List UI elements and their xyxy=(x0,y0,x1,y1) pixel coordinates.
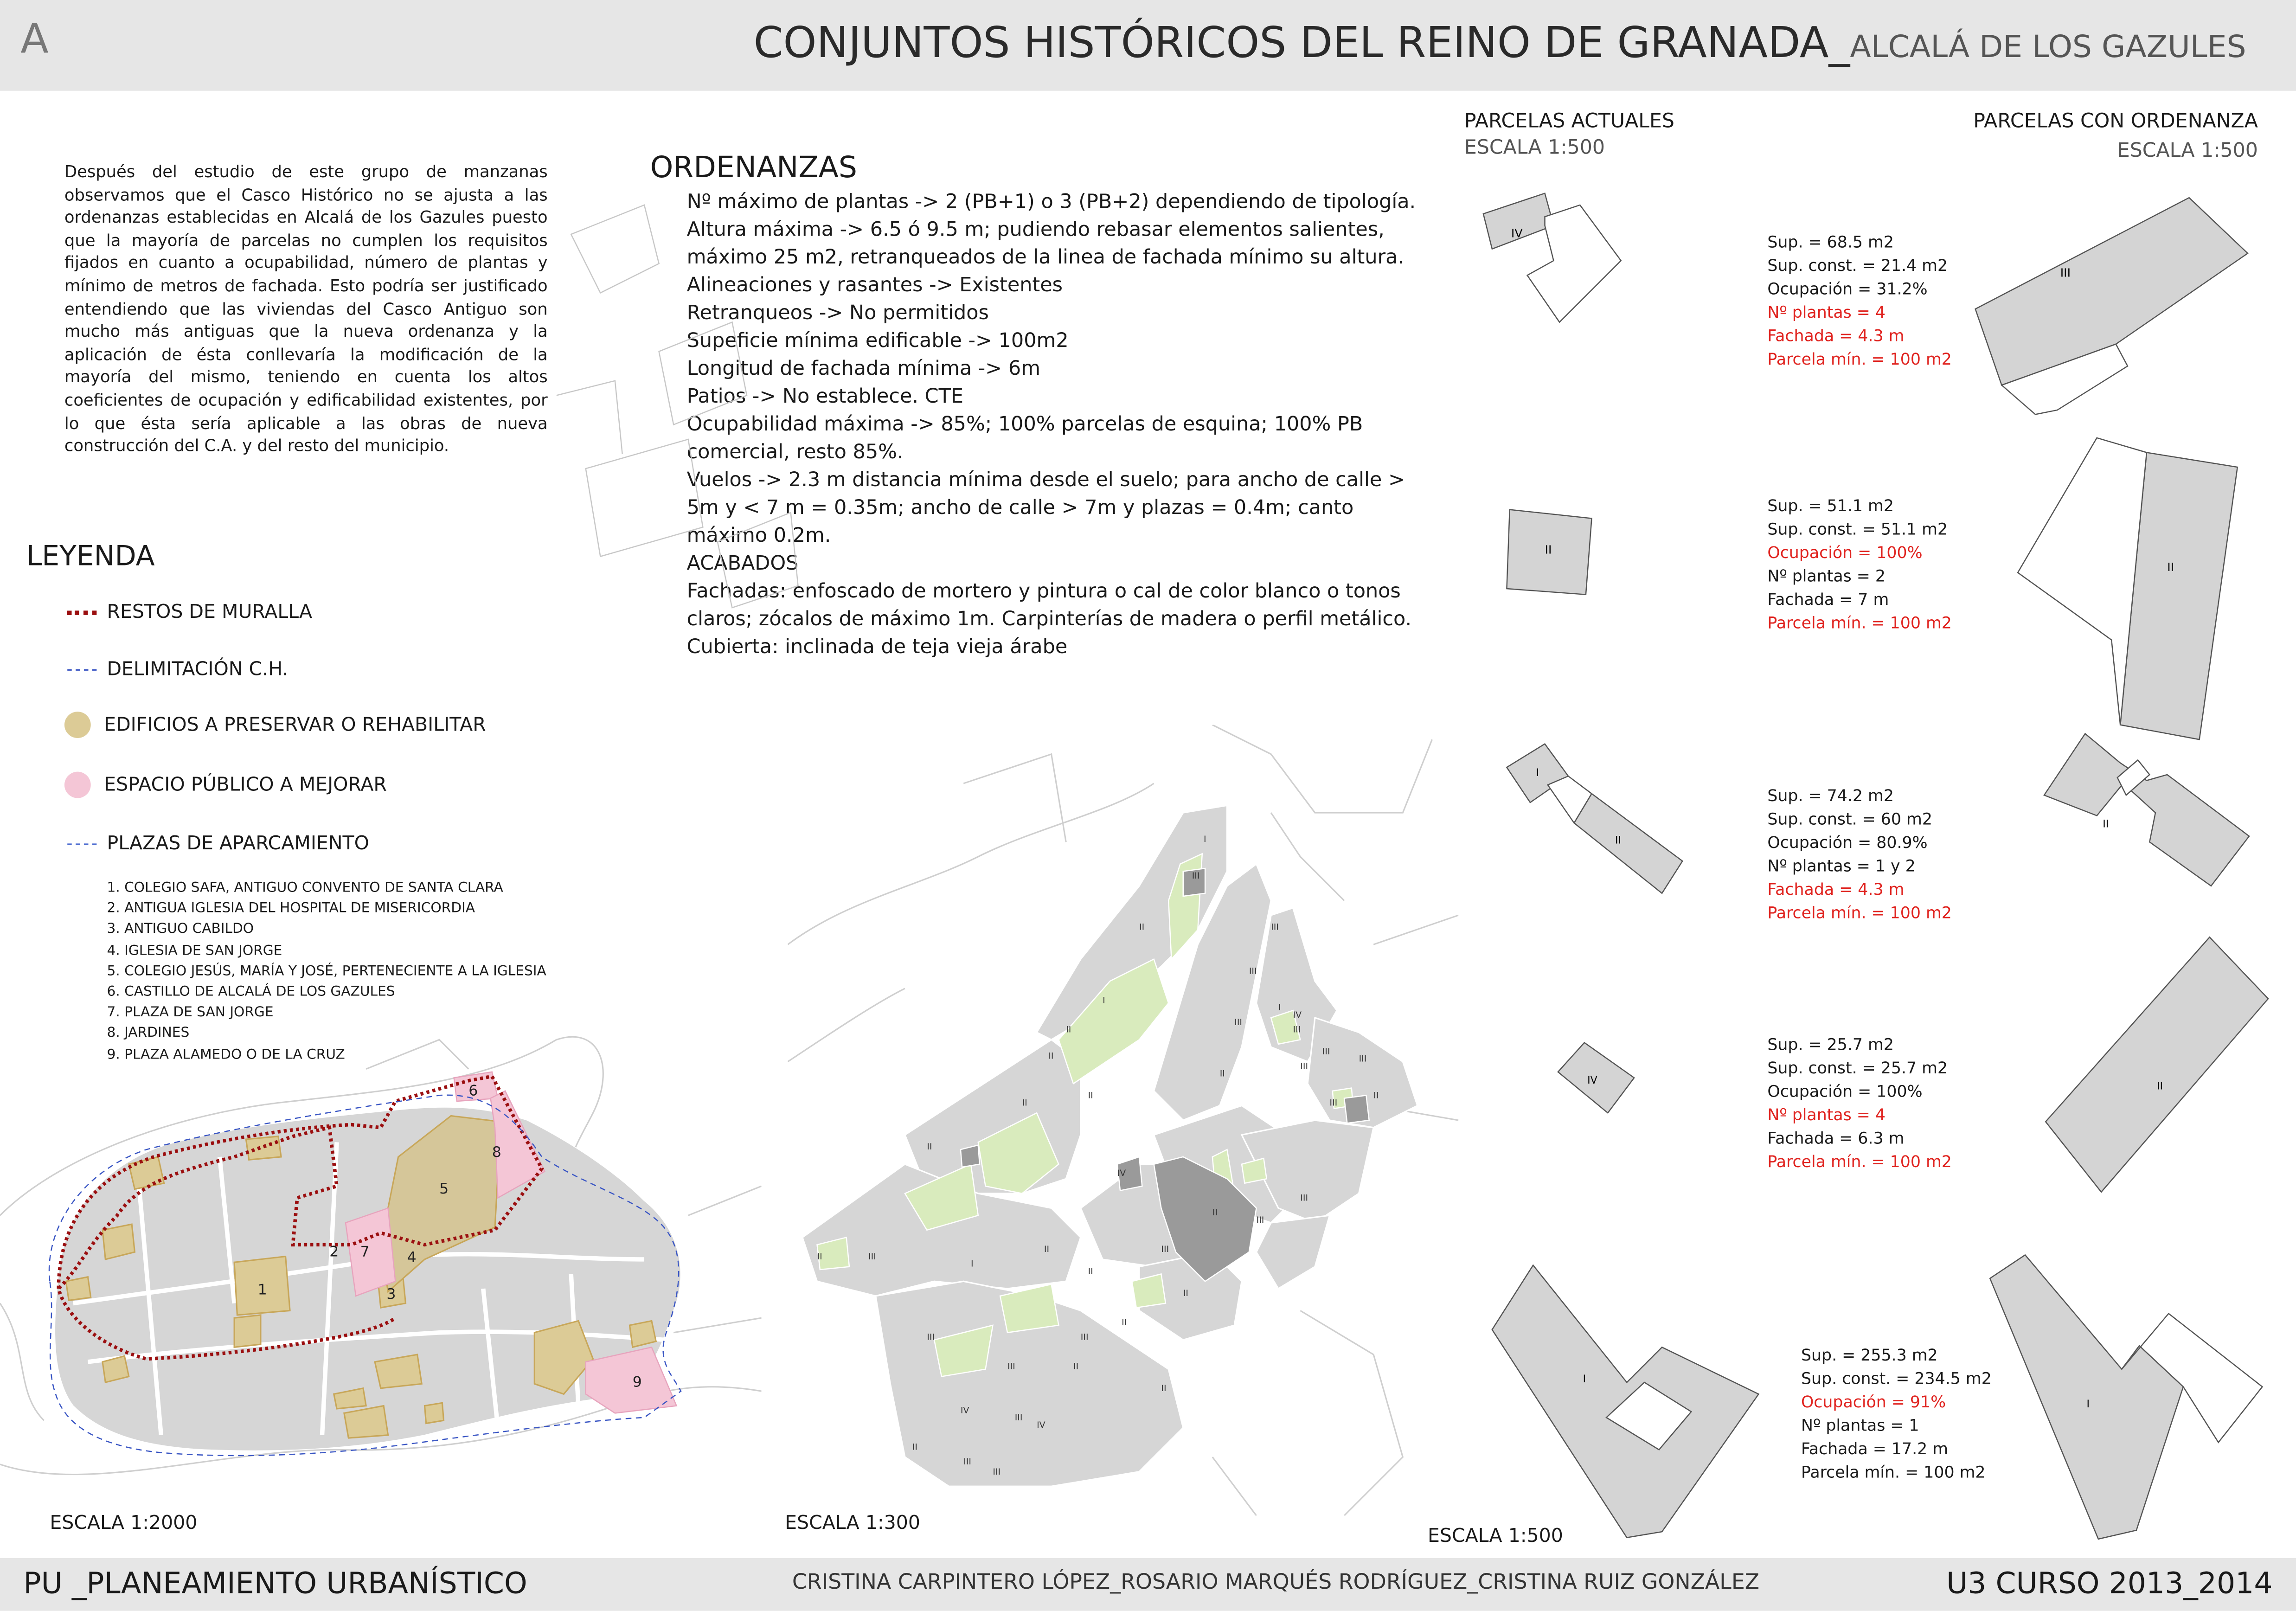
svg-text:III: III xyxy=(1322,1046,1330,1057)
svg-text:IV: IV xyxy=(1037,1419,1045,1430)
svg-text:III: III xyxy=(1329,1098,1338,1108)
legend-label: EDIFICIOS A PRESERVAR O REHABILITAR xyxy=(104,713,486,736)
grey-dashed-line-icon xyxy=(67,843,96,844)
stat-line: Fachada = 7 m xyxy=(1767,590,1889,610)
ordenanza-item: Longitud de fachada mínima -> 6m xyxy=(686,357,1041,381)
svg-text:III: III xyxy=(1300,1061,1308,1072)
ordenanza-item: Ocupabilidad máxima -> 85%; 100% parcelas de esquina; 100% PB comercial, resto 85%. xyxy=(686,413,1363,464)
title-main: CONJUNTOS HISTÓRICOS DEL REINO DE GRANADA_ xyxy=(753,17,1850,68)
parcel-label: II xyxy=(2157,1080,2163,1092)
stat-line: Ocupación = 100% xyxy=(1767,1082,1923,1101)
parcel-actual-3 xyxy=(1501,732,1691,900)
parcel-label: I xyxy=(2086,1398,2090,1410)
parcel-label: IV xyxy=(1511,226,1523,240)
svg-text:I: I xyxy=(1103,995,1105,1006)
scale-1-300: ESCALA 1:300 xyxy=(785,1513,921,1535)
map-label: 2 xyxy=(329,1243,339,1260)
sheet-letter: A xyxy=(20,14,49,63)
footer-year: U3 CURSO 2013_2014 xyxy=(1946,1565,2273,1601)
parcel-actual-2 xyxy=(1501,498,1603,600)
svg-text:IV: IV xyxy=(960,1405,969,1416)
svg-text:III: III xyxy=(1234,1017,1243,1027)
svg-text:I: I xyxy=(1278,1002,1281,1013)
map-label: 1 xyxy=(257,1281,267,1298)
numbered-item: 2. ANTIGUA IGLESIA DEL HOSPITAL DE MISERICORDIA xyxy=(107,901,475,917)
stat-line: Parcela mín. = 100 m2 xyxy=(1801,1463,1986,1482)
svg-text:I: I xyxy=(971,1258,974,1269)
stat-line: Parcela mín. = 100 m2 xyxy=(1767,350,1952,369)
parcel-label: I xyxy=(1536,767,1539,779)
svg-text:III: III xyxy=(1249,966,1257,976)
svg-text:II: II xyxy=(1183,1288,1188,1298)
svg-text:III: III xyxy=(1300,1193,1308,1203)
svg-text:IV: IV xyxy=(1293,1010,1302,1021)
stat-line: Sup. const. = 60 m2 xyxy=(1767,809,1932,829)
parcelas-ordenanza-scale: ESCALA 1:500 xyxy=(2117,139,2258,163)
ordenanza-item: Altura máxima -> 6.5 ó 9.5 m; pudiendo rebasar elementos salientes, máximo 25 m2, retranqueados de la linea de fachada mínimo su altura. xyxy=(686,218,1405,270)
numbered-item: 6. CASTILLO DE ALCALÁ DE LOS GAZULES xyxy=(107,984,395,1001)
legend-label: DELIMITACIÓN C.H. xyxy=(107,658,289,680)
stat-line: Sup. = 51.1 m2 xyxy=(1767,496,1894,516)
svg-text:II: II xyxy=(912,1442,917,1452)
svg-text:III: III xyxy=(868,1251,876,1262)
svg-text:III: III xyxy=(927,1332,935,1342)
numbered-item: 3. ANTIGUO CABILDO xyxy=(107,921,254,938)
svg-text:III: III xyxy=(1271,922,1279,932)
stat-line: Ocupación = 91% xyxy=(1801,1393,1946,1412)
stat-line: Ocupación = 31.2% xyxy=(1767,279,1928,299)
svg-text:III: III xyxy=(993,1466,1001,1477)
parcel-stats-1 xyxy=(1767,231,1952,372)
ordenanza-item: Nº máximo de plantas -> 2 (PB+1) o 3 (PB+2) dependiendo de tipología. xyxy=(686,190,1416,214)
svg-text:III: III xyxy=(1161,1244,1169,1255)
red-dotted-line-icon xyxy=(67,610,96,614)
stat-line: Parcela mín. = 100 m2 xyxy=(1767,903,1952,923)
map-label: 4 xyxy=(407,1249,417,1266)
stat-line: Sup. const. = 234.5 m2 xyxy=(1801,1369,1992,1388)
intro-paragraph: Después del estudio de este grupo de manzanas observamos que el Casco Histórico no se ajusta a las ordenanzas establecidas en Alcalá de los Gazules puesto que la mayoría de parcelas no cumplen los requisitos fijados en cuanto a ocupabilidad, número de plantas y mínimo de metros de fachada. Esto podría ser justificado entendiendo que las viviendas del Casco Antiguo son mucho más antiguas que la nueva ordenanza y la aplicación de ésta conllevaría la modificación de la mayoría del mismo, teniendo en cuenta los altos coeficientes de ocupación y edificabilidad existentes, por lo que ésta sería aplicable a las obras de nueva construcción del C.A. y del resto del municipio. xyxy=(64,162,548,456)
parcel-label: II xyxy=(2167,560,2174,574)
scale-1-2000: ESCALA 1:2000 xyxy=(50,1513,198,1535)
svg-text:III: III xyxy=(1007,1361,1015,1372)
footer-course: PU _PLANEAMIENTO URBANÍSTICO xyxy=(23,1565,527,1601)
numbered-item: 8. JARDINES xyxy=(107,1026,190,1042)
map-label: 5 xyxy=(439,1180,449,1197)
numbered-item: 4. IGLESIA DE SAN JORGE xyxy=(107,942,282,959)
ordenanza-item: Retranqueos -> No permitidos xyxy=(686,302,989,325)
stat-line: Sup. = 25.7 m2 xyxy=(1767,1035,1894,1054)
stat-line: Fachada = 6.3 m xyxy=(1767,1129,1905,1149)
svg-text:II: II xyxy=(1212,1207,1218,1218)
parcelas-ordenanza-title: PARCELAS CON ORDENANZA xyxy=(1973,109,2258,134)
map-label: 8 xyxy=(492,1143,501,1161)
svg-text:II: II xyxy=(1048,1051,1054,1061)
stat-line: Parcela mín. = 100 m2 xyxy=(1767,613,1952,633)
ordenanza-item: Cubierta: inclinada de teja vieja árabe xyxy=(686,635,1068,659)
stat-line: Nº plantas = 4 xyxy=(1767,303,1886,322)
legend-title: LEYENDA xyxy=(26,540,155,573)
stat-line: Sup. = 74.2 m2 xyxy=(1767,786,1894,806)
svg-text:II: II xyxy=(1088,1090,1093,1101)
legend-label: PLAZAS DE APARCAMIENTO xyxy=(107,832,369,855)
svg-text:II: II xyxy=(1219,1068,1225,1079)
stat-line: Fachada = 17.2 m xyxy=(1801,1439,1949,1459)
ordenanza-item: Fachadas: enfoscado de mortero y pintura o cal de color blanco o tonos claros; zócalos de máximo 1m. Carpinterías de madera o perfil metálico. xyxy=(686,580,1412,631)
numbered-item: 5. COLEGIO JESÚS, MARÍA Y JOSÉ, PERTENECIENTE A LA IGLESIA xyxy=(107,963,546,980)
ordenanza-item: Vuelos -> 2.3 m distancia mínima desde el suelo; para ancho de calle > 5m y < 7 m = 0.35m; ancho de calle > 7m y plazas = 0.4m; canto máximo 0.2m. xyxy=(686,469,1405,548)
parcel-label: II xyxy=(2103,818,2109,830)
svg-text:III: III xyxy=(1080,1332,1089,1342)
svg-text:III: III xyxy=(1192,871,1200,881)
parcelas-actuales-scale: ESCALA 1:500 xyxy=(1464,136,1605,160)
pink-circle-icon xyxy=(64,772,91,798)
svg-text:II: II xyxy=(1088,1266,1093,1277)
ordenanza-item: Patios -> No establece. CTE xyxy=(686,385,963,409)
stat-line: Ocupación = 100% xyxy=(1767,543,1923,563)
legend-label: RESTOS DE MURALLA xyxy=(107,601,313,623)
legend-item-aparcamiento xyxy=(67,828,369,860)
map-label: 9 xyxy=(632,1374,642,1391)
stat-line: Sup. const. = 25.7 m2 xyxy=(1767,1059,1948,1078)
svg-text:IV: IV xyxy=(1117,1168,1126,1178)
stat-line: Nº plantas = 1 y 2 xyxy=(1767,856,1916,876)
map-label: 7 xyxy=(360,1243,370,1260)
ordenanza-item: ACABADOS xyxy=(686,552,799,576)
map-1-300 xyxy=(788,725,1458,1516)
parcel-ordenanza-4 xyxy=(2043,923,2277,1215)
parcel-label: II xyxy=(1615,834,1622,847)
svg-text:III: III xyxy=(1014,1412,1023,1423)
parcel-label: I xyxy=(1583,1373,1586,1386)
stat-line: Fachada = 4.3 m xyxy=(1767,880,1905,899)
svg-text:I: I xyxy=(1203,834,1206,845)
parcel-ordenanza-2 xyxy=(2006,432,2270,747)
svg-text:II: II xyxy=(1139,922,1145,932)
parcel-label: III xyxy=(2060,266,2071,280)
parcel-ordenanza-1 xyxy=(1969,168,2262,417)
legend-item-muralla xyxy=(67,596,312,628)
parcel-label: II xyxy=(1545,543,1552,557)
legend-label: ESPACIO PÚBLICO A MEJORAR xyxy=(104,774,387,796)
ordenanza-item: Alineaciones y rasantes -> Existentes xyxy=(686,274,1063,297)
numbered-item: 9. PLAZA ALAMEDO O DE LA CRUZ xyxy=(107,1046,345,1063)
svg-text:III: III xyxy=(963,1456,971,1467)
svg-text:III: III xyxy=(1359,1053,1367,1064)
title-sub: ALCALÁ DE LOS GAZULES xyxy=(1850,29,2246,64)
svg-text:II: II xyxy=(1044,1244,1050,1255)
parcel-actual-5 xyxy=(1486,1259,1779,1552)
blue-dashed-line-icon xyxy=(67,668,96,670)
parcel-stats-3 xyxy=(1767,785,1952,925)
parcel-actual-4 xyxy=(1549,1034,1644,1122)
page-title xyxy=(754,18,2246,67)
stat-line: Sup. = 68.5 m2 xyxy=(1767,232,1894,252)
map-label: 6 xyxy=(468,1082,478,1099)
ordenanzas-title: ORDENANZAS xyxy=(650,149,857,185)
stat-line: Sup. const. = 21.4 m2 xyxy=(1767,256,1948,276)
numbered-item: 1. COLEGIO SAFA, ANTIGUO CONVENTO DE SANTA CLARA xyxy=(107,880,503,897)
svg-text:II: II xyxy=(817,1251,822,1262)
parcel-stats-2 xyxy=(1767,495,1952,635)
parcel-actual-1 xyxy=(1472,190,1633,337)
parcel-label: IV xyxy=(1587,1074,1597,1087)
stat-line: Fachada = 4.3 m xyxy=(1767,326,1905,346)
stat-line: Nº plantas = 1 xyxy=(1801,1416,1919,1435)
svg-text:II: II xyxy=(1161,1383,1167,1394)
stat-line: Ocupación = 80.9% xyxy=(1767,833,1928,853)
legend-item-espacio xyxy=(64,769,387,801)
stat-line: Parcela mín. = 100 m2 xyxy=(1767,1152,1952,1172)
map-label: 3 xyxy=(386,1286,396,1303)
parcel-ordenanza-5 xyxy=(1984,1252,2270,1545)
svg-text:II: II xyxy=(1066,1024,1071,1035)
yellow-circle-icon xyxy=(64,712,91,738)
svg-text:II: II xyxy=(927,1142,932,1152)
scale-1-500: ESCALA 1:500 xyxy=(1427,1526,1563,1548)
svg-text:II: II xyxy=(1073,1361,1079,1372)
svg-text:III: III xyxy=(1256,1215,1264,1226)
map-1-2000 xyxy=(0,1010,762,1552)
stat-line: Sup. const. = 51.1 m2 xyxy=(1767,520,1948,539)
parcelas-actuales-title: PARCELAS ACTUALES xyxy=(1464,109,1674,134)
numbered-item: 7. PLAZA DE SAN JORGE xyxy=(107,1005,274,1021)
legend-item-edificios xyxy=(64,709,486,741)
ordenanza-item: Supeficie mínima edificable -> 100m2 xyxy=(686,329,1069,353)
svg-text:II: II xyxy=(1122,1317,1127,1328)
svg-text:II: II xyxy=(1022,1098,1027,1108)
parcel-stats-4 xyxy=(1767,1034,1952,1175)
stat-line: Nº plantas = 2 xyxy=(1767,566,1886,586)
footer-authors: CRISTINA CARPINTERO LÓPEZ_ROSARIO MARQUÉS RODRÍGUEZ_CRISTINA RUIZ GONZÁLEZ xyxy=(792,1571,1760,1595)
stat-line: Nº plantas = 4 xyxy=(1767,1105,1886,1125)
parcel-stats-5 xyxy=(1801,1344,1992,1485)
svg-text:II: II xyxy=(1373,1090,1379,1101)
svg-text:III: III xyxy=(1293,1024,1301,1035)
context-sketch xyxy=(557,176,806,615)
legend-item-delimitacion xyxy=(67,653,288,685)
stat-line: Sup. = 255.3 m2 xyxy=(1801,1346,1938,1365)
parcel-ordenanza-3 xyxy=(2035,725,2255,893)
